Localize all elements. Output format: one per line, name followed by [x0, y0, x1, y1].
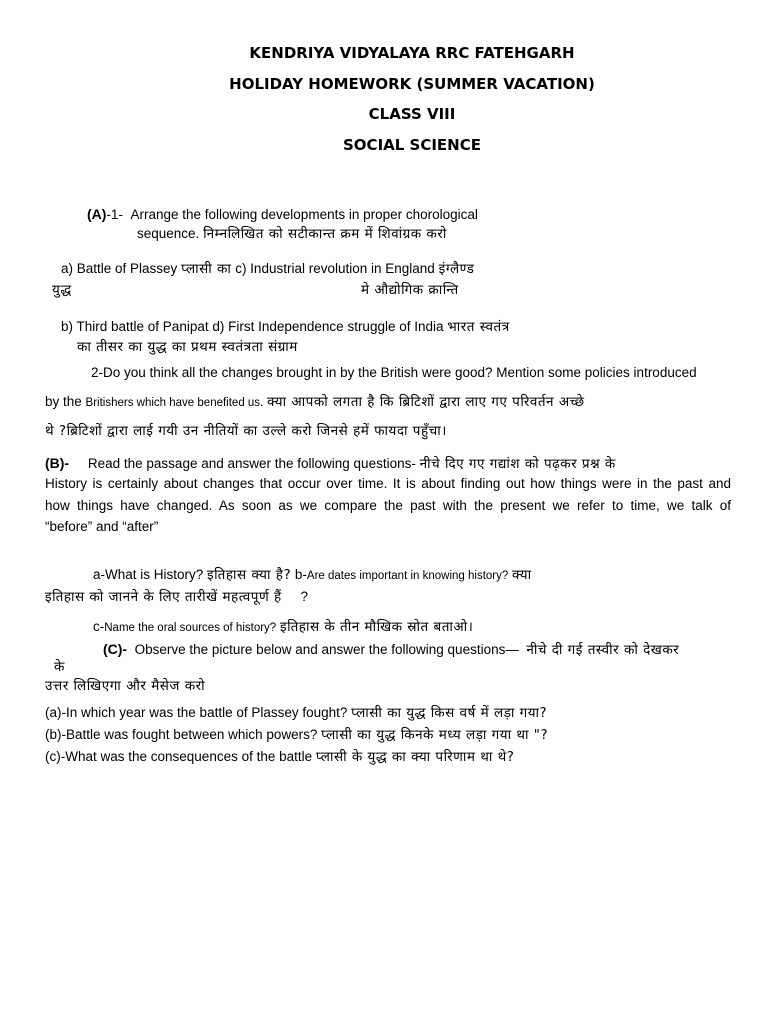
qc-b-en: (b)-Battle was fought between which powers? [45, 727, 318, 742]
qc-c-hi: प्लासी के युद्ध का क्या परिणाम था थे? [315, 749, 515, 765]
option-b-en: b) Third battle of Panipat [61, 319, 209, 334]
option-a-hi2: युद्ध [52, 282, 72, 298]
option-a-hi: प्लासी का [181, 261, 232, 277]
section-c-instruction-hi-cont: के [54, 659, 65, 675]
option-c-hi: इंग्लैण्ड [438, 261, 475, 277]
question-c-c [45, 748, 514, 766]
qb-mark: ? [300, 589, 308, 604]
q2-hi2: थे ?ब्रिटिशों द्वारा लाई गयी उन नीतियों का उल्ले करो जिनसे हमें फायदा पहुँचा। [45, 423, 447, 439]
qa-en: a-What is History? [93, 567, 204, 582]
passage-line-3: “before” and “after” [45, 519, 159, 534]
question-c-b [45, 726, 548, 744]
options-row-2 [61, 318, 510, 336]
homework-title: HOLIDAY HOMEWORK (SUMMER VACATION) [229, 75, 595, 93]
q1-number: -1- [106, 207, 123, 222]
section-b-instruction [45, 454, 616, 473]
section-b-marker: (B)- [45, 455, 70, 471]
section-a-marker: (A) [87, 206, 107, 222]
option-d-en: d) First Independence struggle of India [212, 319, 444, 334]
qa-hi: इतिहास क्या है? [207, 567, 292, 583]
question-b-b-cont [45, 588, 308, 606]
option-c-hi2: मे औद्योगिक क्रान्ति [361, 282, 459, 298]
option-d-hi: भारत स्वतंत्र [447, 319, 510, 335]
qb-label: b- [294, 567, 307, 582]
subject-title: SOCIAL SCIENCE [343, 136, 481, 154]
q1-text-en2: sequence. [137, 226, 200, 241]
section-c-instruction-hi: नीचे दी गई तस्वीर को देखकर [526, 642, 680, 658]
passage-line-2: how things have changed. As soon as we compare the past with the present we refer to time, we talk of [45, 498, 731, 513]
section-b-instruction-en: Read the passage and answer the following questions- [87, 456, 416, 471]
options-row-1 [61, 260, 474, 278]
option-c-en: c) Industrial revolution in England [235, 261, 435, 276]
question-b-a [93, 566, 532, 585]
q2-by: by the [45, 394, 82, 409]
qc-a-hi: प्लासी का युद्ध किस वर्ष में लड़ा गया? [351, 705, 548, 721]
passage-line-1: History is certainly about changes that occur over time. It is about finding out how things were in the past and [45, 476, 731, 491]
section-c-marker: (C)- [103, 641, 128, 657]
option-a-en: a) Battle of Plassey [61, 261, 178, 276]
section-b-instruction-hi: नीचे दिए गए गद्यांश को पढ़कर प्रश्न के [419, 456, 616, 472]
section-c-instruction [103, 640, 679, 659]
school-name: KENDRIYA VIDYALAYA RRC FATEHGARH [249, 44, 575, 62]
section-c-instruction-en: Observe the picture below and answer the following questions— [134, 642, 519, 657]
q2-small: Britishers which have benefited us. [85, 397, 264, 409]
qc-hi: इतिहास के तीन मौखिक स्रोत बताओ। [279, 619, 474, 635]
section-a-question-1 [87, 205, 478, 224]
question-b-c [93, 618, 473, 637]
q1-text-line2 [137, 225, 447, 243]
qb-hi2: इतिहास को जानने के लिए तारीखें महत्वपूर्ण हैं [45, 589, 282, 605]
qc-label: c- [93, 619, 105, 634]
q2-line2 [45, 393, 585, 412]
question-c-a [45, 704, 547, 722]
q2-line1: 2-Do you think all the changes brought in by the British were good? Mention some policies introduced [91, 365, 697, 380]
qc-a-en: (a)-In which year was the battle of Plassey fought? [45, 705, 348, 720]
qb-hi: क्या [512, 567, 532, 583]
section-c-instruction-hi2: उत्तर लिखिएगा और मैसेज करो [45, 678, 206, 694]
qc-c-en: (c)-What was the consequences of the battle [45, 749, 313, 764]
q1-text-hi: निम्नलिखित को सटीकान्त क्रम में शिवांग्रक करो [203, 226, 447, 242]
q2-hi1: क्या आपको लगता है कि ब्रिटिशों द्वारा लाए गए परिवर्तन अच्छे [267, 394, 585, 410]
class-title: CLASS VIII [368, 105, 456, 123]
q1-text-en: Arrange the following developments in proper chorological [130, 207, 478, 222]
qb-small: Are dates important in knowing history? [306, 570, 509, 582]
qc-b-hi: प्लासी का युद्ध किनके मध्य लड़ा गया था "? [321, 727, 549, 743]
qc-small: Name the oral sources of history? [104, 622, 277, 634]
option-b-hi2: का तीसर का युद्ध का प्रथम स्वतंत्रता संग्राम [77, 339, 298, 355]
